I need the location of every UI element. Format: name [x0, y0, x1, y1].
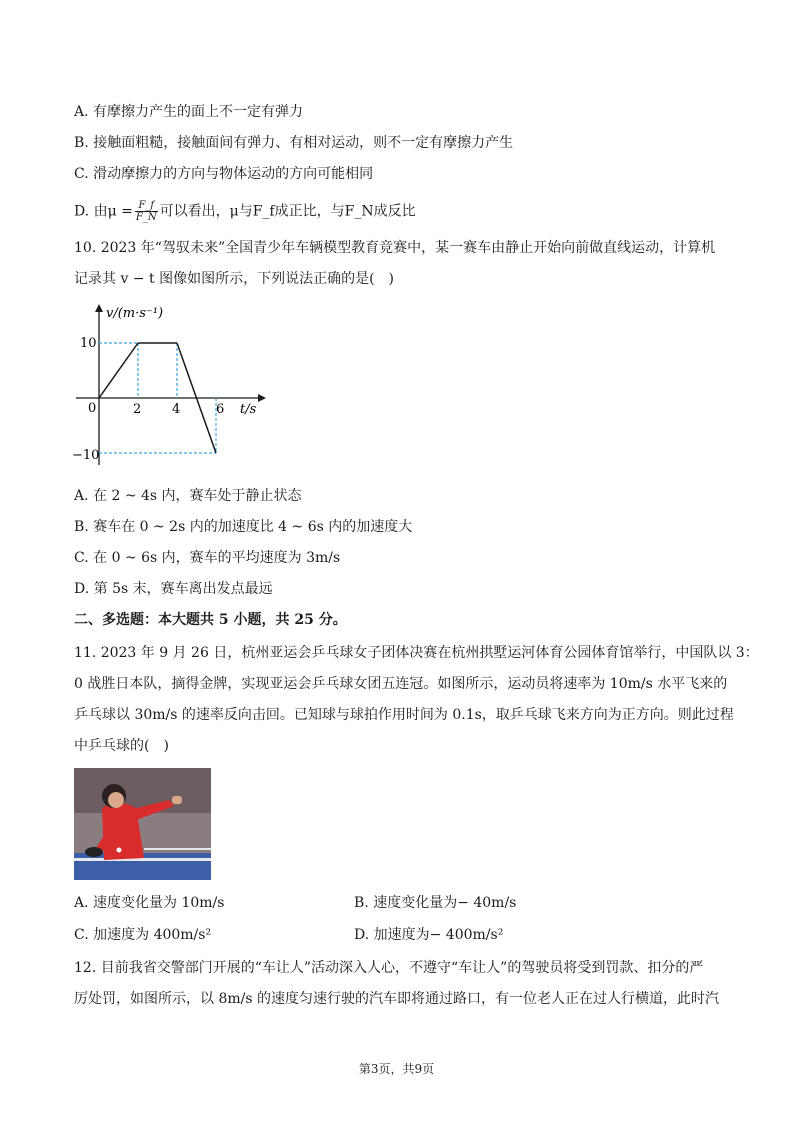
q9-option-d-suffix: 可以看出，μ与F_f成正比，与F_N成反比 — [159, 203, 416, 220]
q10-stem-line2: 记录其 v − t 图像如图所示，下列说法正确的是( ) — [74, 271, 394, 287]
q10-option-d: D. 第 5s 末，赛车离出发点最远 — [74, 581, 273, 597]
x-axis-label: t/s — [240, 402, 257, 417]
q11-option-b: B. 速度变化量为− 40m/s — [354, 895, 517, 911]
q9-option-d — [74, 200, 416, 223]
q10-option-b: B. 赛车在 0 ~ 2s 内的加速度比 4 ~ 6s 内的加速度大 — [74, 519, 413, 535]
fraction — [135, 200, 158, 223]
q9-option-a: A. 有摩擦力产生的面上不一定有弹力 — [74, 104, 304, 120]
q9-option-d-prefix: D. 由μ = — [74, 203, 133, 220]
q11-option-d: D. 加速度为− 400m/s² — [354, 927, 504, 943]
x-tick-4: 4 — [172, 402, 181, 417]
origin-label: 0 — [88, 401, 97, 416]
q11-stem-line4: 中乒乓球的( ) — [74, 738, 169, 754]
q11-option-a: A. 速度变化量为 10m/s — [74, 895, 225, 911]
page-footer: 第3页，共9页 — [358, 1062, 435, 1076]
y-tick-neg10: −10 — [72, 448, 100, 463]
y-axis-arrow-icon — [95, 304, 103, 312]
y-tick-10: 10 — [80, 336, 97, 351]
q11-stem-line3: 乒乓球以 30m/s 的速率反向击回。已知球与球拍作用时间为 0.1s，取乒乓球飞来方向为正方向。则此过程 — [74, 707, 734, 723]
x-tick-6: 6 — [216, 402, 225, 417]
table-tennis-photo — [74, 768, 211, 880]
fraction-numerator: F_f — [135, 200, 158, 212]
q11-stem-line1: 11. 2023 年 9 月 26 日，杭州亚运会乒乓球女子团体决赛在杭州拱墅运河体育公园体育馆举行，中国队以 3： — [74, 645, 759, 661]
q10-option-a: A. 在 2 ~ 4s 内，赛车处于静止状态 — [74, 488, 302, 504]
x-tick-2: 2 — [133, 402, 142, 417]
q12-stem-line2: 厉处罚，如图所示，以 8m/s 的速度匀速行驶的汽车即将通过路口，有一位老人正在过人行横道，此时汽 — [74, 991, 719, 1007]
fraction-denominator: F_N — [135, 212, 157, 223]
q9-option-c: C. 滑动摩擦力的方向与物体运动的方向可能相同 — [74, 166, 374, 182]
y-axis-label: v/(m·s⁻¹) — [106, 306, 164, 321]
section-heading: 二、多选题：本大题共 5 小题，共 25 分。 — [74, 612, 347, 628]
q11-option-c: C. 加速度为 400m/s² — [74, 927, 212, 943]
q10-option-c: C. 在 0 ~ 6s 内，赛车的平均速度为 3m/s — [74, 550, 341, 566]
q10-stem-line1: 10. 2023 年“驾驭未来”全国青少年车辆模型教育竞赛中，某一赛车由静止开始向前做直线运动，计算机 — [74, 240, 716, 256]
q9-option-b: B. 接触面粗糙，接触面间有弹力、有相对运动，则不一定有摩擦力产生 — [74, 135, 514, 151]
q11-stem-line2: 0 战胜日本队，摘得金牌，实现亚运会乒乓球女团五连冠。如图所示，运动员将速率为 10m/s 水平飞来的 — [74, 676, 728, 692]
velocity-time-graph — [70, 300, 270, 470]
x-axis-arrow-icon — [258, 394, 266, 402]
velocity-segment-1 — [99, 343, 138, 398]
q12-stem-line1: 12. 目前我省交警部门开展的“车让人”活动深入人心，不遵守“车让人”的驾驶员将受到罚款、扣分的严 — [74, 960, 704, 976]
